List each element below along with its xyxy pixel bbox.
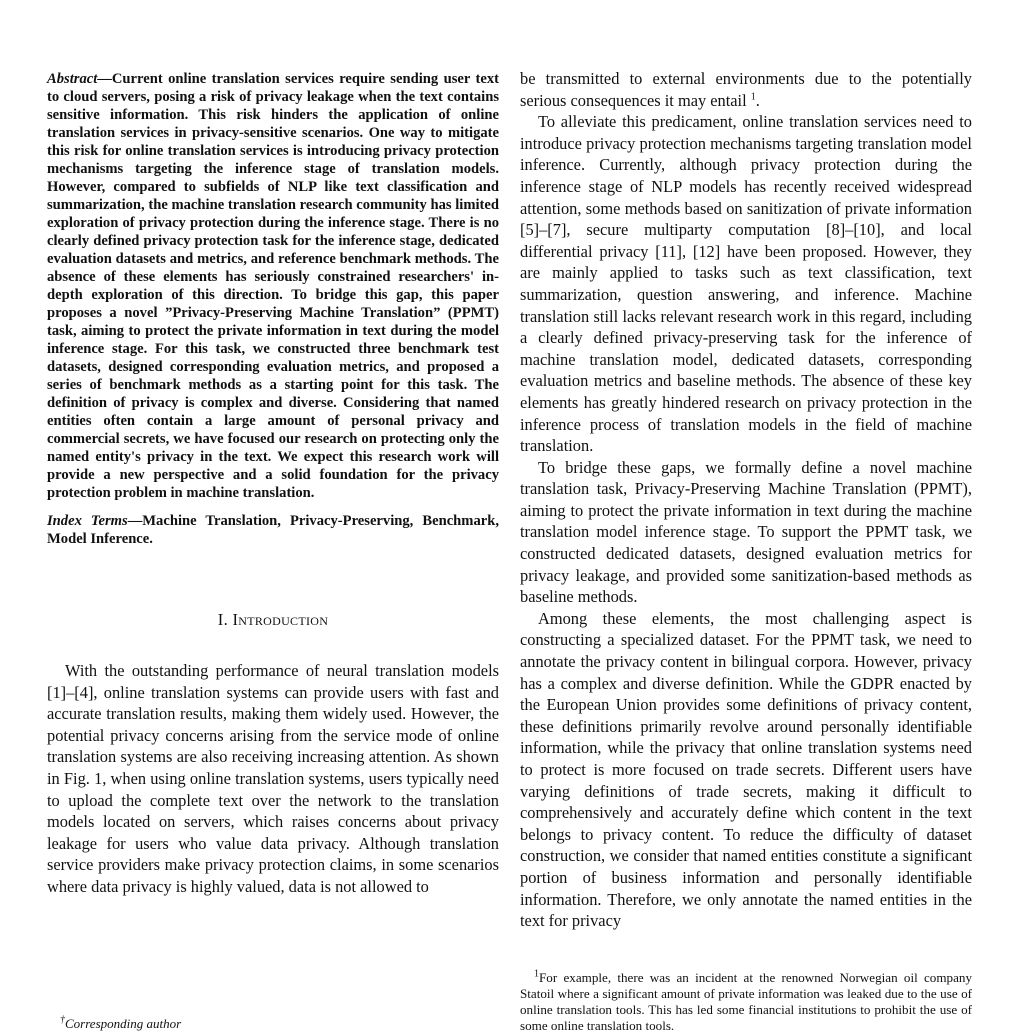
left-column: [47, 68, 499, 898]
continued-text: be transmitted to external environments due to the potentially serious consequences it may entail: [520, 69, 972, 110]
abstract-text: —Current online translation services require sending user text to cloud servers, posing a risk of privacy leakage when the text contains sensitive information. This risk hinders the application of online translation services in privacy-sensitive scenarios. One way to mitigate this risk for online translation services is introducing privacy protection mechanisms targeting the inference stage of translation models. However, compared to subfields of NLP like text classification and summarization, the machine translation research community has limited exploration of privacy protection during the inference stage. There is no clearly defined privacy protection task for the inference stage, dedicated evaluation datasets and metrics, and reference benchmark methods. The absence of these elements has seriously constrained researchers' in-depth exploration of this direction. To bridge this gap, this paper proposes a novel ”Privacy-Preserving Machine Translation” (PPMT) task, aiming to protect the private information in text during the model inference stage. For this task, we constructed three benchmark test datasets, designed corresponding evaluation metrics, and proposed a series of benchmark methods as a starting point for this task. The definition of privacy is complex and diverse. Considering that named entities often contain a large amount of personal privacy and commercial secrets, we have focused our research on protecting only the named entity's privacy in the text. We expect this research work will provide a new perspective and a solid foundation for the privacy protection problem in machine translation.: [47, 71, 499, 501]
author-note-mark: †: [60, 1014, 65, 1026]
index-terms-label: Index Terms: [47, 513, 128, 529]
index-terms: [47, 512, 499, 548]
corresponding-author-note: [60, 1016, 181, 1032]
index-terms-text: —Machine Translation, Privacy-Preserving, Benchmark, Model Inference.: [47, 513, 499, 547]
section-number: I.: [217, 610, 229, 629]
continued-paragraph: [520, 68, 972, 111]
footnote-mark: 1: [534, 968, 539, 980]
section-heading: [47, 610, 499, 630]
body-paragraph: To alleviate this predicament, online translation services need to introduce privacy protection mechanisms targeting translation model inference. Currently, although privacy protection during the inference stage of NLP models has recently received widespread attention, some methods based on sanitization of private information [5]–[7], secure multiparty computation [8]–[10], and local differential privacy [11], [12] have been proposed. However, they are mainly applied to tasks such as text classification, text summarization, question answering, and inference. Machine translation still lacks relevant research work in this regard, including a clearly defined privacy-preserving task for the inference of machine translation model, dedicated datasets, corresponding evaluation metrics and baseline methods. The absence of these key elements has greatly hindered research on privacy protection in the inference process of translation models in the field of machine translation.: [520, 112, 972, 456]
footnote-ref[interactable]: 1: [750, 91, 756, 103]
continued-tail: .: [755, 90, 760, 110]
intro-paragraph: With the outstanding performance of neural translation models [1]–[4], online translation systems can provide users with fast and accurate translation results, making them widely used. However, the potential privacy concerns arising from the service mode of online translation systems are also receiving increasing attention. As shown in Fig. 1, when using online translation systems, users typically need to upload the complete text over the network to the translation models located on servers, which raises concerns about privacy leakage for users who value data privacy. Although translation service providers make privacy protection claims, in some scenarios where data privacy is highly valued, data is not allowed to: [47, 661, 499, 896]
abstract-label: Abstract: [47, 71, 98, 87]
body-paragraph: Among these elements, the most challenging aspect is constructing a specialized dataset. For the PPMT task, we need to annotate the privacy content in bilingual corpora. However, privacy has a complex and diverse definition. While the GDPR enacted by the European Union provides some definitions of privacy content, these definitions primarily revolve around personally identifiable information, while the privacy that online translation systems need to protect is more focused on trade secrets. Different users have varying definitions of trade secrets, making it difficult to comprehensively and accurately define which content in the text belongs to privacy content. To reduce the difficulty of dataset construction, we consider that named entities constitute a significant portion of business information and personally identifiable information. Therefore, we only annotate the named entities in the text for privacy: [520, 608, 972, 931]
footnote: [520, 970, 972, 1034]
footnote-text: For example, there was an incident at the renowned Norwegian oil company Statoil where a significant amount of private information was leaked due to the use of online translation tools. This has led some financial institutions to prohibit the use of some online translation tools.: [520, 970, 972, 1033]
author-note-text: Corresponding author: [65, 1016, 182, 1031]
abstract: [47, 70, 499, 502]
body-paragraph: To bridge these gaps, we formally define a novel machine translation task, Privacy-Preserving Machine Translation (PPMT), aiming to protect the private information in text during the machine translation model inference stage. To support the PPMT task, we constructed dedicated datasets, designed evaluation metrics for privacy leakage, and provided some sanitization-based methods as baseline methods.: [520, 457, 972, 607]
right-column: [520, 68, 972, 932]
section-title: Introduction: [232, 610, 329, 629]
